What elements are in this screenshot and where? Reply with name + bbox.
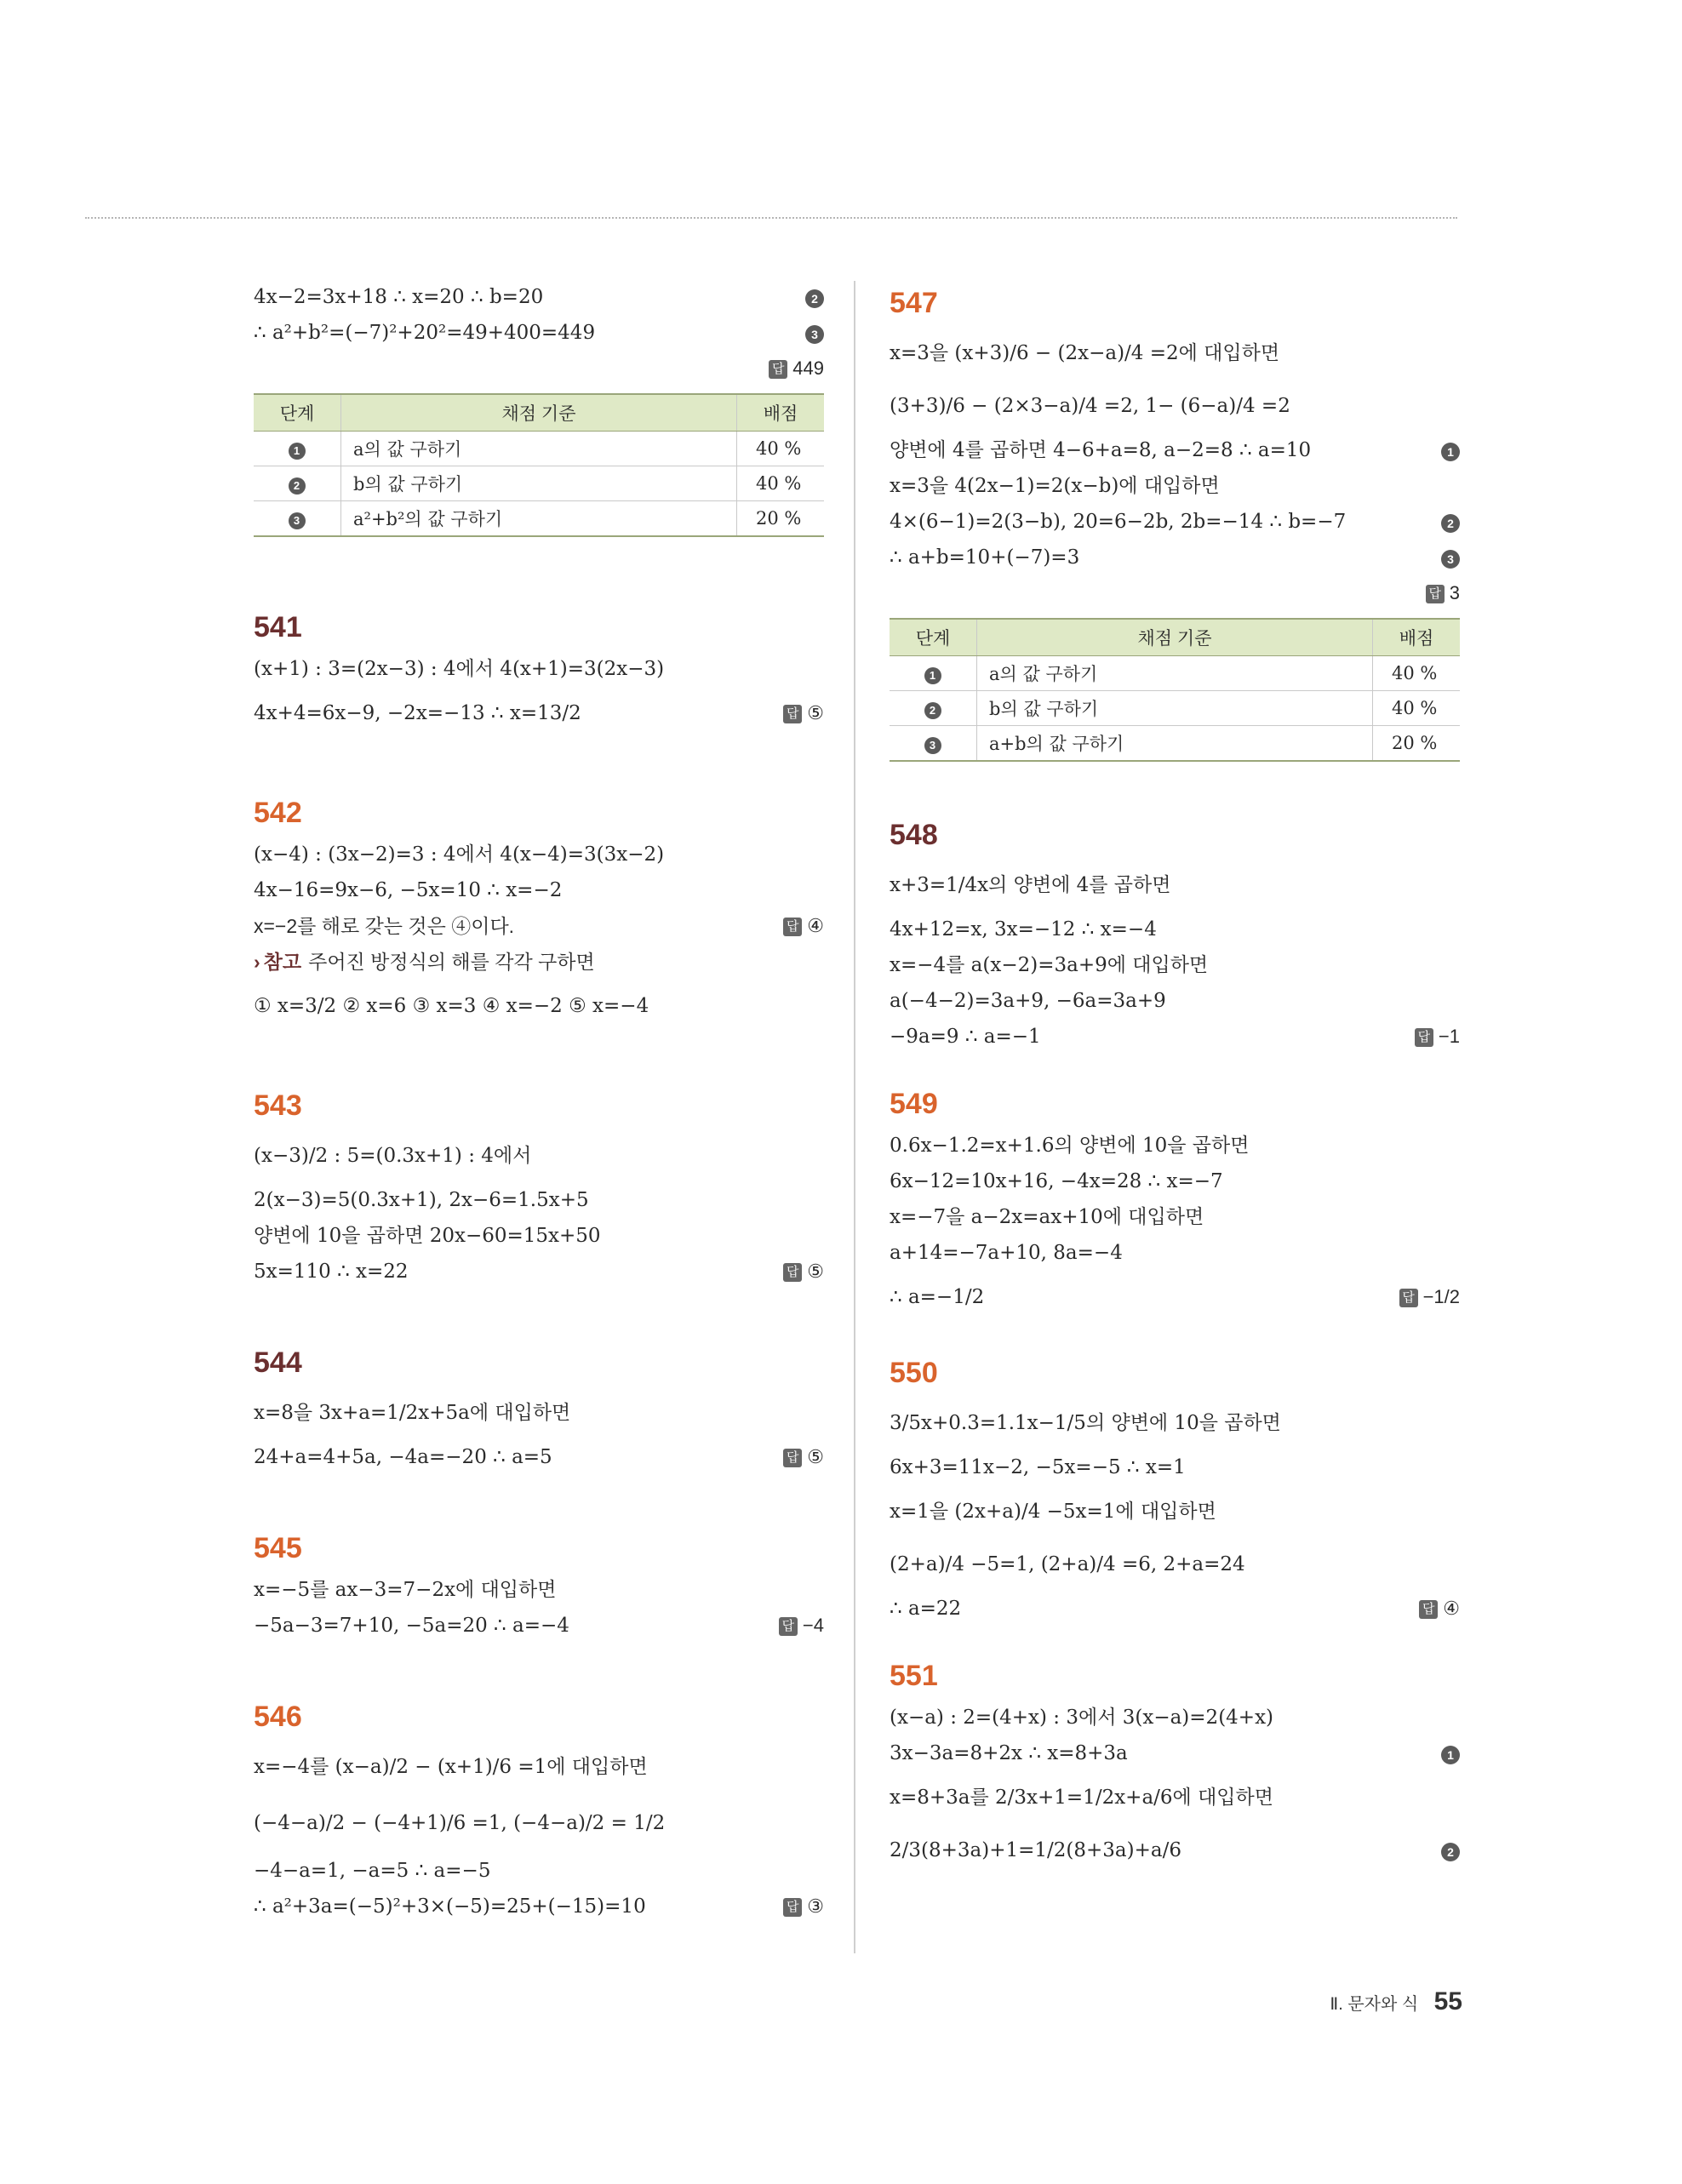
solution-line <box>254 1889 824 1924</box>
criterion-cell: a의 값 구하기 <box>341 432 737 466</box>
solution-line <box>890 1485 1460 1538</box>
problem-number: 541 <box>254 611 302 643</box>
step-3-icon: 3 <box>805 325 824 344</box>
solution-line <box>890 859 1460 912</box>
line-text: 4x−2=3x+18 ∴ x=20 ∴ b=20 <box>254 286 544 308</box>
answer-value: −1/2 <box>1422 1286 1460 1307</box>
solution-line <box>890 1019 1460 1055</box>
score-cell: 40 % <box>737 432 825 466</box>
line-text: (x−a) : 2=(4+x) : 3에서 3(x−a)=2(4+x) <box>890 1707 1274 1729</box>
solution-line <box>254 1793 824 1853</box>
line-text: x=8을 3x+a=1/2x+5a에 대입하면 <box>254 1402 571 1424</box>
table-row <box>890 691 1460 726</box>
step-icon: 3 <box>289 512 306 529</box>
line-text: x=−2를 해로 갖는 것은 ④이다. <box>254 915 515 937</box>
line-text: 5x=110 ∴ x=22 <box>254 1261 409 1283</box>
criterion-cell: b의 값 구하기 <box>341 466 737 501</box>
answer-value: −4 <box>802 1615 824 1636</box>
table-row <box>254 466 824 501</box>
table-row <box>890 726 1460 762</box>
line-text: ① x=3/2 ② x=6 ③ x=3 ④ x=−2 ⑤ x=−4 <box>254 995 649 1017</box>
line-text: x+3=1/4x의 양변에 4를 곱하면 <box>890 874 1171 896</box>
answer-tag-icon: 답 <box>783 1263 802 1282</box>
step-cell <box>890 656 977 691</box>
problem-number: 544 <box>254 1346 302 1379</box>
step-marker <box>1441 540 1460 575</box>
solution-line <box>890 540 1460 575</box>
problem-number: 551 <box>890 1660 938 1692</box>
table-row <box>254 432 824 466</box>
line-text: 4x+4=6x−9, −2x=−13 ∴ x=13/2 <box>254 702 581 724</box>
line-text: a+14=−7a+10, 8a=−4 <box>890 1242 1123 1264</box>
line-text: ∴ a²+3a=(−5)²+3×(−5)=25+(−15)=10 <box>254 1895 646 1918</box>
line-text: x=3을 4(2x−1)=2(x−b)에 대입하면 <box>890 475 1220 497</box>
answer-value: 3 <box>1449 582 1460 603</box>
answer-tag-icon: 답 <box>783 1898 802 1917</box>
step-marker <box>1441 1735 1460 1771</box>
step-cell <box>254 501 341 537</box>
answer-value: 449 <box>792 357 824 379</box>
solution-line <box>890 1735 1460 1771</box>
header-step: 단계 <box>890 619 977 656</box>
step-1-icon: 1 <box>1441 443 1460 461</box>
answer <box>769 351 824 386</box>
line-text: 2/3(8+3a)+1=1/2(8+3a)+a/6 <box>890 1839 1181 1861</box>
solution-line <box>890 380 1460 432</box>
line-text: (x−4) : (3x−2)=3 : 4에서 4(x−4)=3(3x−2) <box>254 843 665 866</box>
answer-tag-icon: 답 <box>783 918 802 936</box>
scoring-table <box>254 393 824 537</box>
step-cell <box>890 726 977 762</box>
solution-line <box>890 1591 1460 1627</box>
column-divider <box>854 281 855 1953</box>
solution-line <box>254 315 824 351</box>
problem-number: 546 <box>254 1701 302 1733</box>
answer <box>783 1439 824 1475</box>
line-text: 양변에 10을 곱하면 20x−60=15x+50 <box>254 1225 601 1247</box>
step-cell <box>254 466 341 501</box>
solution-line <box>254 1218 824 1254</box>
score-cell: 20 % <box>737 501 825 537</box>
solution-line <box>254 1572 824 1608</box>
line-text: 양변에 4를 곱하면 4−6+a=8, a−2=8 ∴ a=10 <box>890 439 1312 461</box>
step-2-icon: 2 <box>1441 514 1460 533</box>
step-marker <box>805 279 824 315</box>
problem-number: 548 <box>890 819 938 851</box>
solution-line <box>890 1449 1460 1485</box>
line-text: −4−a=1, −a=5 ∴ a=−5 <box>254 1860 491 1882</box>
solution-line <box>890 504 1460 540</box>
header-criterion: 채점 기준 <box>341 394 737 432</box>
answer <box>783 687 824 740</box>
right-column <box>890 279 1460 1877</box>
solution-line <box>890 912 1460 947</box>
line-text: 6x+3=11x−2, −5x=−5 ∴ x=1 <box>890 1456 1186 1478</box>
answer <box>1426 575 1460 611</box>
line-text: (x+1) : 3=(2x−3) : 4에서 4(x+1)=3(2x−3) <box>254 658 665 680</box>
scoring-table <box>890 618 1460 762</box>
step-icon: 1 <box>924 667 941 684</box>
problem-number: 542 <box>254 797 302 829</box>
step-icon: 2 <box>924 702 941 719</box>
solution-line <box>254 908 824 944</box>
line-text: x=−5를 ax−3=7−2x에 대입하면 <box>254 1579 557 1601</box>
score-cell: 40 % <box>737 466 825 501</box>
solution-line <box>254 980 824 1032</box>
answer-tag-icon: 답 <box>1419 1600 1438 1619</box>
solution-line <box>254 1853 824 1889</box>
reference-note <box>254 944 824 980</box>
solution-line <box>254 1608 824 1644</box>
line-text: 3/5x+0.3=1.1x−1/5의 양변에 10을 곱하면 <box>890 1412 1281 1434</box>
solution-line <box>254 837 824 872</box>
answer-tag-icon: 답 <box>1399 1289 1418 1307</box>
solution-line <box>254 687 824 740</box>
solution-line <box>254 1439 824 1475</box>
answer-value: ④ <box>807 915 824 936</box>
solution-line <box>890 1128 1460 1163</box>
chevron-right-icon: › <box>254 951 260 973</box>
line-text: −9a=9 ∴ a=−1 <box>890 1026 1041 1048</box>
step-marker <box>1441 1824 1460 1877</box>
left-column <box>254 279 824 1924</box>
line-text: (2+a)/4 −5=1, (2+a)/4 =6, 2+a=24 <box>890 1553 1245 1575</box>
solution-line <box>254 1182 824 1218</box>
step-marker <box>805 315 824 351</box>
answer <box>783 1889 824 1924</box>
step-marker <box>1441 432 1460 468</box>
score-cell: 20 % <box>1373 726 1461 762</box>
solution-line <box>254 651 824 687</box>
header-step: 단계 <box>254 394 341 432</box>
solution-line <box>890 947 1460 983</box>
line-text: ∴ a²+b²=(−7)²+20²=49+400=449 <box>254 322 596 344</box>
line-text: x=3을 (x+3)/6 − (2x−a)/4 =2에 대입하면 <box>890 342 1280 364</box>
section-label: Ⅱ. 문자와 식 <box>1330 1995 1419 2014</box>
step-icon: 2 <box>289 477 306 495</box>
solution-line <box>890 1163 1460 1199</box>
line-text: x=1을 (2x+a)/4 −5x=1에 대입하면 <box>890 1501 1216 1523</box>
line-text: 2(x−3)=5(0.3x+1), 2x−6=1.5x+5 <box>254 1189 589 1211</box>
problem-number: 543 <box>254 1089 302 1122</box>
line-text: x=−7을 a−2x=ax+10에 대입하면 <box>890 1206 1204 1228</box>
line-text: 4x−16=9x−6, −5x=10 ∴ x=−2 <box>254 879 563 901</box>
line-text: 6x−12=10x+16, −4x=28 ∴ x=−7 <box>890 1170 1223 1192</box>
page-number: 55 <box>1433 1987 1462 2015</box>
solution-line <box>890 1538 1460 1591</box>
line-text: 4x+12=x, 3x=−12 ∴ x=−4 <box>890 918 1157 940</box>
answer-tag-icon: 답 <box>783 705 802 723</box>
solution-line <box>254 1129 824 1182</box>
answer-tag-icon: 답 <box>769 360 787 379</box>
solution-line <box>890 1199 1460 1235</box>
answer <box>783 1254 824 1289</box>
problem-number: 549 <box>890 1088 938 1120</box>
solution-line <box>890 1271 1460 1324</box>
line-text: ∴ a=−1/2 <box>890 1286 985 1308</box>
step-cell <box>890 691 977 726</box>
page-footer <box>1330 1987 1462 2016</box>
step-cell <box>254 432 341 466</box>
solution-line <box>890 1700 1460 1735</box>
solution-line <box>890 1235 1460 1271</box>
problem-number: 550 <box>890 1357 938 1389</box>
line-text: (3+3)/6 − (2×3−a)/4 =2, 1− (6−a)/4 =2 <box>890 395 1290 417</box>
step-icon: 1 <box>289 443 306 460</box>
header-score: 배점 <box>1373 619 1461 656</box>
step-2-icon: 2 <box>805 289 824 308</box>
answer-value: ⑤ <box>807 1446 824 1467</box>
solution-line <box>254 1254 824 1289</box>
answer-value: ⑤ <box>807 702 824 723</box>
step-icon: 3 <box>924 737 941 754</box>
problem-number: 545 <box>254 1532 302 1564</box>
line-text: 24+a=4+5a, −4a=−20 ∴ a=5 <box>254 1446 552 1468</box>
line-text: 4×(6−1)=2(3−b), 20=6−2b, 2b=−14 ∴ b=−7 <box>890 511 1347 533</box>
step-marker <box>1441 504 1460 540</box>
criterion-cell: a의 값 구하기 <box>977 656 1373 691</box>
answer-value: ④ <box>1443 1598 1460 1619</box>
solution-line <box>254 279 824 315</box>
step-3-icon: 3 <box>1441 550 1460 569</box>
problem-number: 547 <box>890 287 938 319</box>
criterion-cell: a²+b²의 값 구하기 <box>341 501 737 537</box>
score-cell: 40 % <box>1373 691 1461 726</box>
solution-line <box>890 1824 1460 1877</box>
solution-line <box>890 1771 1460 1824</box>
line-text: x=−4를 a(x−2)=3a+9에 대입하면 <box>890 954 1209 976</box>
step-1-icon: 1 <box>1441 1746 1460 1764</box>
top-dotted-rule <box>85 217 1457 219</box>
line-text: 0.6x−1.2=x+1.6의 양변에 10을 곱하면 <box>890 1135 1250 1157</box>
solution-line <box>254 1741 824 1793</box>
line-text: (x−3)/2 : 5=(0.3x+1) : 4에서 <box>254 1145 532 1167</box>
answer <box>783 908 824 944</box>
answer-tag-icon: 답 <box>1415 1028 1433 1047</box>
solution-line <box>890 327 1460 380</box>
solution-line <box>890 983 1460 1019</box>
criterion-cell: a+b의 값 구하기 <box>977 726 1373 762</box>
solution-line <box>890 1397 1460 1449</box>
solution-line <box>254 1386 824 1439</box>
answer <box>1399 1271 1460 1324</box>
solution-line <box>254 872 824 908</box>
reference-text: 주어진 방정식의 해를 각각 구하면 <box>308 951 595 973</box>
answer-value: ⑤ <box>807 1261 824 1282</box>
reference-label: 참고 <box>263 951 302 973</box>
solution-line <box>890 468 1460 504</box>
line-text: 3x−3a=8+2x ∴ x=8+3a <box>890 1742 1128 1764</box>
line-text: x=−4를 (x−a)/2 − (x+1)/6 =1에 대입하면 <box>254 1756 648 1778</box>
table-row <box>890 656 1460 691</box>
answer-value: ③ <box>807 1895 824 1917</box>
answer <box>1415 1019 1460 1055</box>
header-score: 배점 <box>737 394 825 432</box>
solution-line <box>890 432 1460 468</box>
answer-tag-icon: 답 <box>779 1617 798 1636</box>
answer-line <box>254 351 824 386</box>
answer <box>1419 1591 1460 1627</box>
answer <box>779 1608 824 1644</box>
header-criterion: 채점 기준 <box>977 619 1373 656</box>
score-cell: 40 % <box>1373 656 1461 691</box>
line-text: x=8+3a를 2/3x+1=1/2x+a/6에 대입하면 <box>890 1787 1273 1809</box>
line-text: ∴ a=22 <box>890 1598 962 1620</box>
answer-line <box>890 575 1460 611</box>
line-text: a(−4−2)=3a+9, −6a=3a+9 <box>890 990 1166 1012</box>
line-text: ∴ a+b=10+(−7)=3 <box>890 546 1080 569</box>
step-2-icon: 2 <box>1441 1843 1460 1861</box>
criterion-cell: b의 값 구하기 <box>977 691 1373 726</box>
answer-value: −1 <box>1438 1026 1460 1047</box>
line-text: (−4−a)/2 − (−4+1)/6 =1, (−4−a)/2 = 1/2 <box>254 1812 666 1834</box>
answer-tag-icon: 답 <box>1426 585 1445 603</box>
table-row <box>254 501 824 537</box>
line-text: −5a−3=7+10, −5a=20 ∴ a=−4 <box>254 1615 569 1637</box>
answer-tag-icon: 답 <box>783 1449 802 1467</box>
